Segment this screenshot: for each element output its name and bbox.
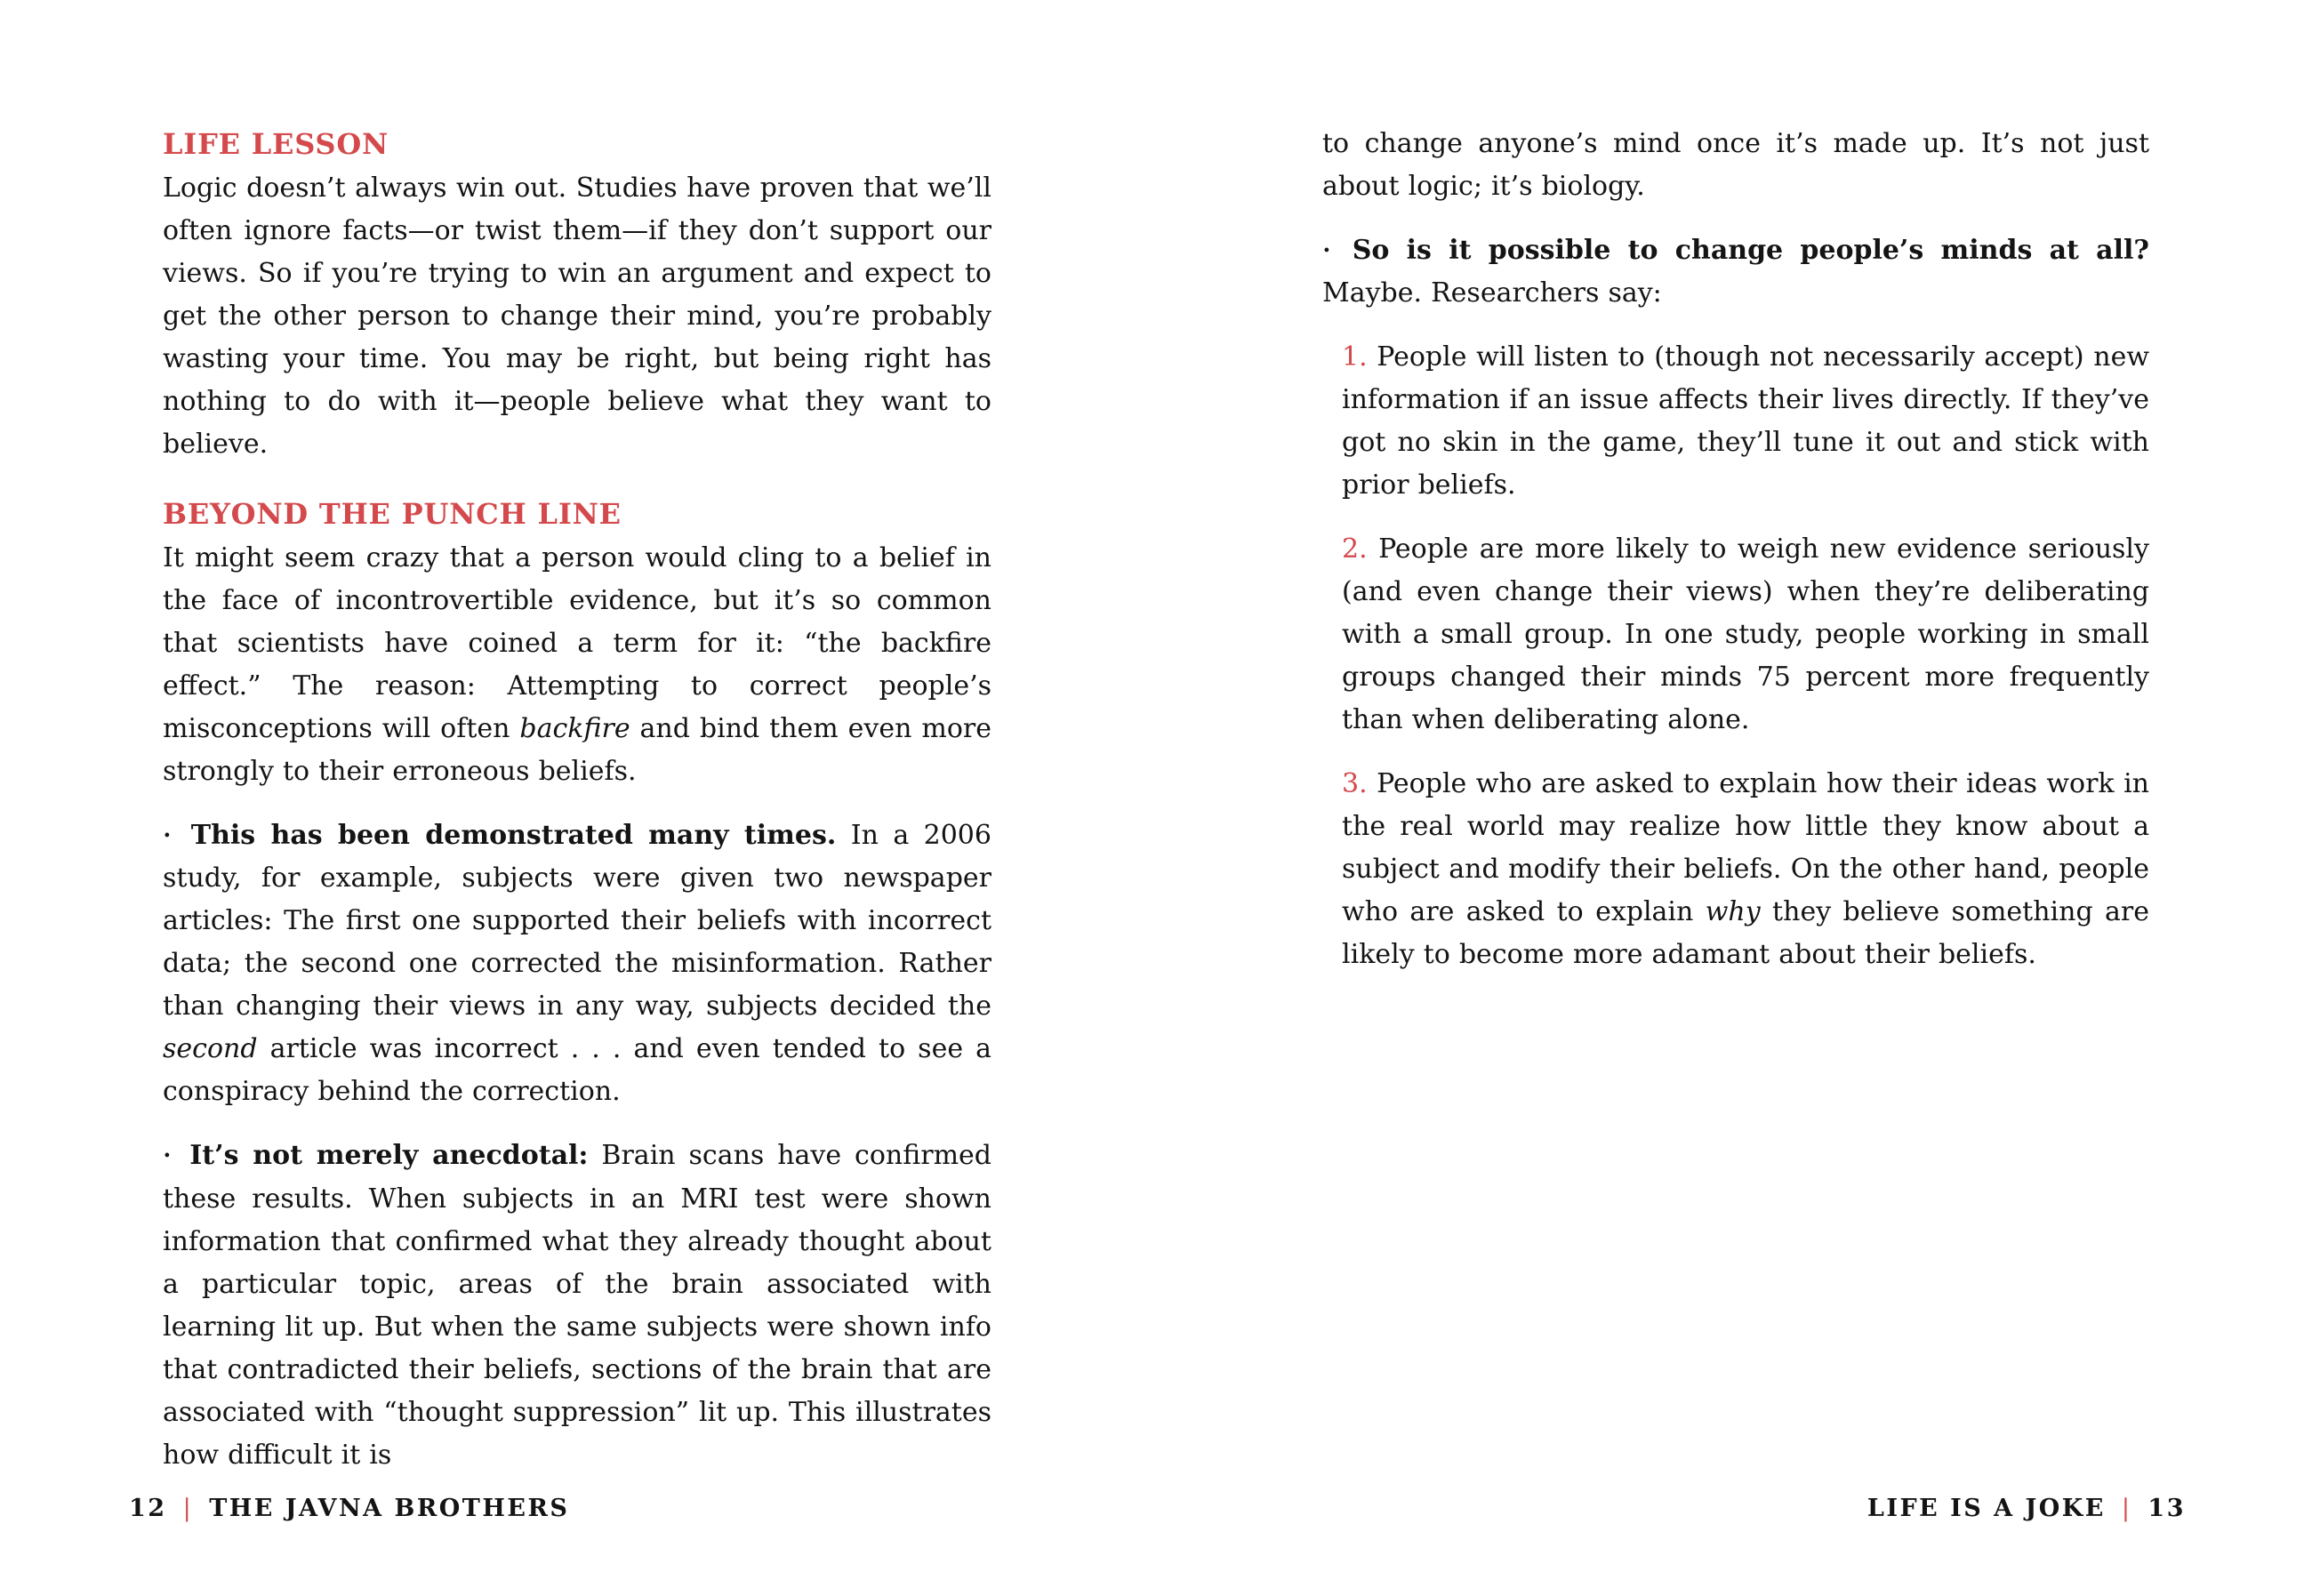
body-paragraph bbox=[1322, 123, 2149, 208]
list-number: 3. bbox=[1342, 768, 1377, 800]
body-paragraph bbox=[163, 537, 991, 793]
text-run: People are more likely to weigh new evidence seriously (and even change their views) when they’re deliberating with a small group. In one study, people working in small groups changed their minds 75 percent more frequently than when deliberating alone. bbox=[1342, 533, 2149, 736]
text-run: they believe something are likely to become more adamant about their beliefs. bbox=[1342, 896, 2150, 971]
text-run: Maybe. Researchers say: bbox=[1322, 277, 1662, 309]
right-text-column bbox=[1322, 123, 2149, 976]
text-run: and bind them even more strongly to their erroneous beliefs. bbox=[163, 713, 991, 787]
text-run: why bbox=[1705, 896, 1761, 928]
running-head-book-title: LIFE IS A JOKE bbox=[1866, 1495, 2106, 1522]
bullet-icon: • bbox=[163, 1147, 190, 1165]
text-run: article was incorrect . . . and even tended to see a conspiracy behind the correction. bbox=[163, 1033, 991, 1108]
text-run: to change anyone’s mind once it’s made up. It’s not just about logic; it’s biology. bbox=[1322, 128, 2149, 202]
page-number: 12 bbox=[129, 1495, 167, 1522]
text-run: People who are asked to explain how their ideas work in the real world may realize how little they know about a subject and modify their beliefs. On the other hand, people who are asked to explain bbox=[1342, 768, 2149, 928]
numbered-item bbox=[1322, 528, 2149, 742]
bullet-icon: • bbox=[163, 827, 191, 845]
section-heading: BEYOND THE PUNCH LINE bbox=[163, 497, 622, 531]
text-run: backfire bbox=[519, 713, 630, 744]
text-run: In a 2006 study, for example, subjects were given two newspaper articles: The first one supported their beliefs with incorrect data; the second one corrected the misinformation. Rather than changing their views in any way, subjects decided the bbox=[163, 820, 991, 1023]
footer-right bbox=[1867, 1494, 2186, 1524]
list-number: 2. bbox=[1342, 533, 1379, 565]
numbered-item bbox=[1322, 763, 2149, 976]
bullet-paragraph bbox=[163, 814, 991, 1113]
left-text-column bbox=[163, 123, 991, 1477]
text-run: Logic doesn’t always win out. Studies have proven that we’ll often ignore facts—or twist them—if they don’t support our views. So if you’re trying to win an argument and expect to get the other person to change their mind, you’re probably wasting your time. You may be right, but being right has nothing to do with it—people believe what they want to believe. bbox=[163, 172, 991, 460]
text-run: This has been demonstrated many times. bbox=[190, 820, 837, 851]
list-number: 1. bbox=[1342, 341, 1377, 373]
body-paragraph bbox=[163, 167, 991, 466]
footer-separator: | bbox=[182, 1495, 194, 1522]
bullet-paragraph bbox=[1322, 229, 2149, 315]
footer-separator: | bbox=[2121, 1495, 2132, 1522]
text-run: People will listen to (though not necessarily accept) new information if an issue affects their lives directly. If they’ve got no skin in the game, they’ll tune it out and stick with prior beliefs. bbox=[1342, 341, 2149, 501]
bullet-icon: • bbox=[1322, 242, 1353, 260]
text-run: Brain scans have confirmed these results. When subjects in an MRI test were shown information that confirmed what they already thought about a particular topic, areas of the brain associated with learning lit up. But when the same subjects were shown info that contradicted their beliefs, sections of the brain that are associated with “thought suppression” lit up. This illustrates how difficult it is bbox=[163, 1140, 991, 1471]
text-run: So is it possible to change people’s minds at all? bbox=[1352, 235, 2149, 266]
bullet-paragraph bbox=[163, 1135, 991, 1476]
running-head-authors: THE JAVNA BROTHERS bbox=[209, 1495, 570, 1522]
page-number: 13 bbox=[2147, 1495, 2186, 1522]
section-heading: LIFE LESSON bbox=[163, 127, 389, 161]
text-run: second bbox=[163, 1033, 258, 1065]
footer-left bbox=[129, 1494, 569, 1524]
text-run: It might seem crazy that a person would cling to a belief in the face of incontrovertible evidence, but it’s so common that scientists have coined a term for it: “the backfire effect.” The reason: Attempting to correct people’s misconceptions will often bbox=[163, 542, 991, 744]
page-right bbox=[1156, 0, 2312, 1596]
numbered-item bbox=[1322, 336, 2149, 507]
text-run: It’s not merely anecdotal: bbox=[189, 1140, 589, 1172]
